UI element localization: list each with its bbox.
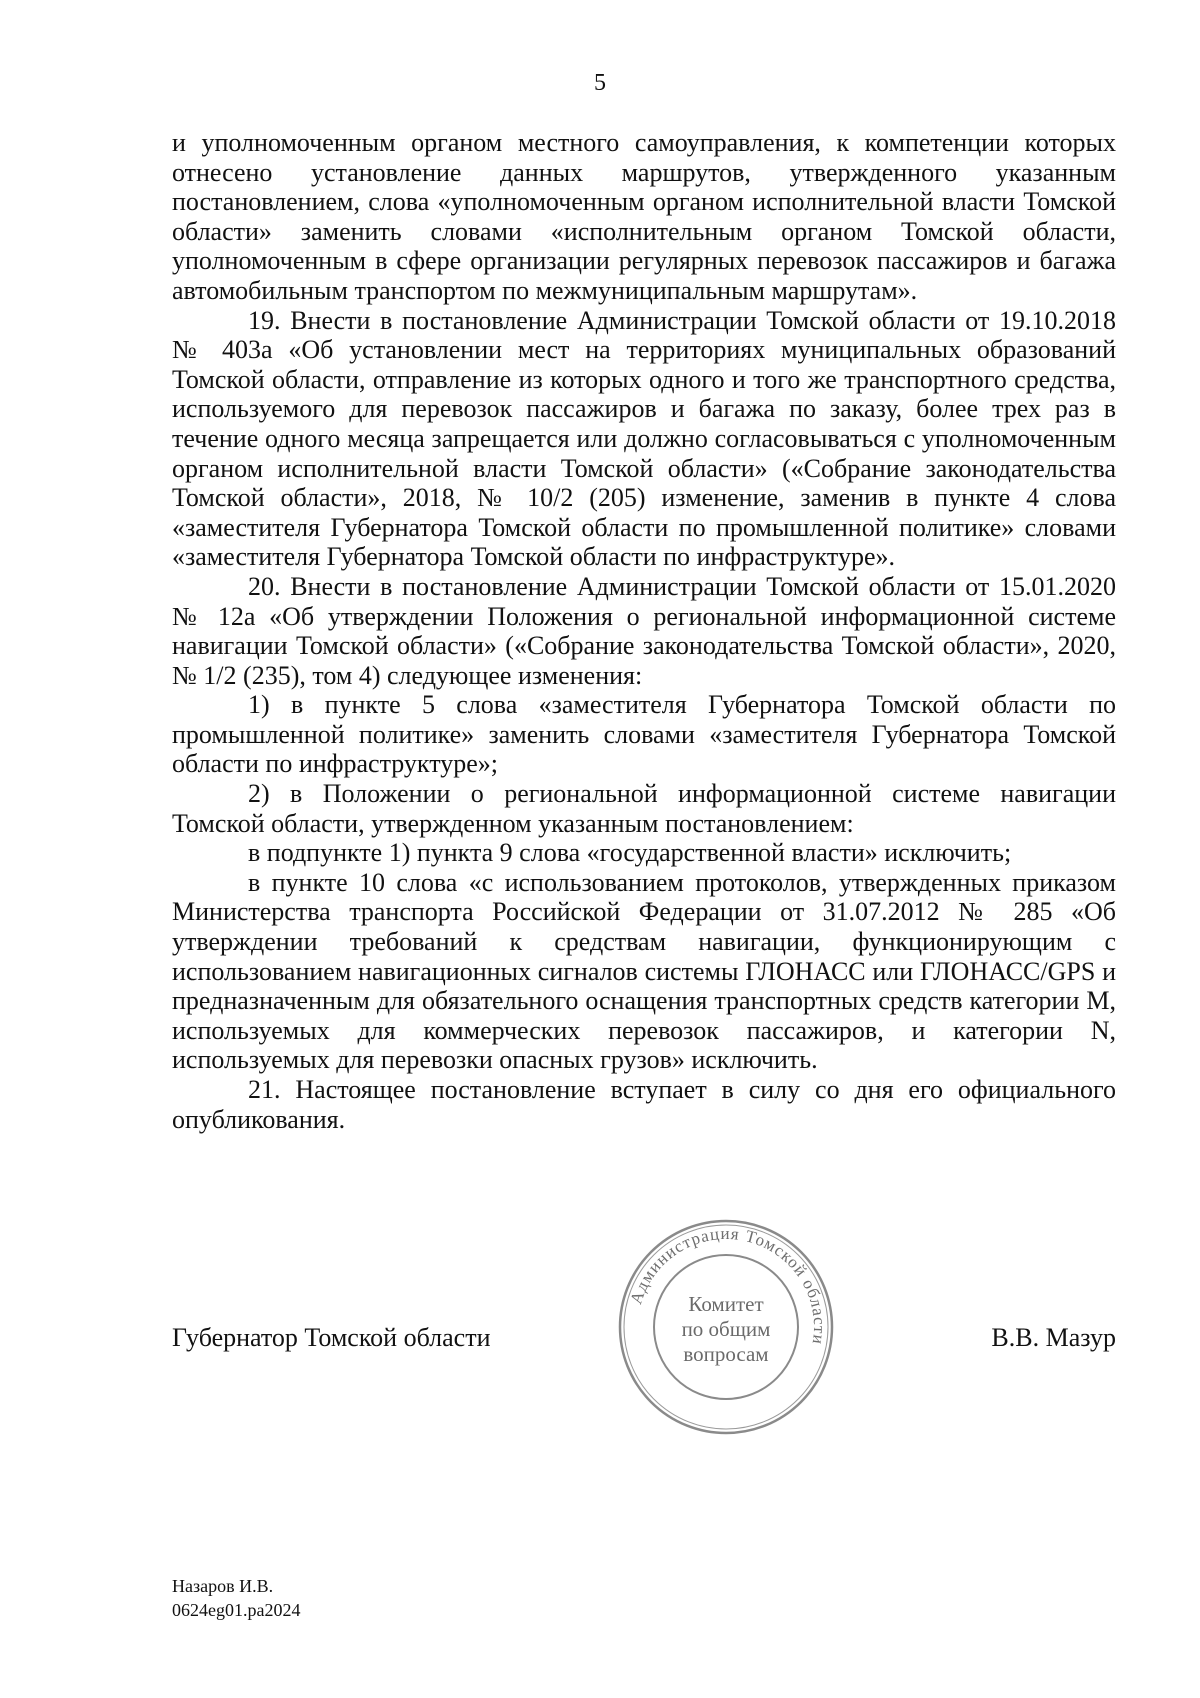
- signatory-position: Губернатор Томской области: [172, 1323, 491, 1352]
- document-code: 0624eg01.pa2024: [172, 1600, 301, 1620]
- paragraph-continuation: и уполномоченным органом местного самоуправления, к компетенции которых отнесено установление данных маршрутов, утвержденного указанным постановлением, слова «уполномоченным органом исполнительной власти Томской области» заменить словами «исполнительным органом Томской области, уполномоченным в сфере организации регулярных перевозок пассажиров и багажа автомобильным транспортом по межмуниципальным маршрутам».: [172, 128, 1116, 305]
- document-body: [172, 128, 1116, 1134]
- paragraph-subpoint-9: в подпункте 1) пункта 9 слова «государственной власти» исключить;: [248, 838, 1012, 868]
- paragraph-subpoint-10: в пункте 10 слова «с использованием протоколов, утвержденных приказом Министерства транспорта Российской Федерации от 31.07.2012 № 285 «Об утверждении требований к средствам навигации, функционирующим с использованием навигационных сигналов системы ГЛОНАСС или ГЛОНАСС/GPS и предназначенным для обязательного оснащения транспортных средств категории M, используемых для коммерческих перевозок пассажиров, и категории N, используемых для перевозки опасных грузов» исключить.: [172, 867, 1116, 1075]
- executor-name: Назаров И.В.: [172, 1576, 274, 1596]
- paragraph-item-19: 19. Внести в постановление Администрации Томской области от 19.10.2018 № 403а «Об установлении мест на территориях муниципальных образований Томской области, отправление из которых одного и того же транспортного средства, используемого для перевозок пассажиров и багажа по заказу, более трех раз в течение одного месяца запрещается или должно согласовываться с уполномоченным органом исполнительной власти Томской области» («Собрание законодательства Томской области», 2018, № 10/2 (205) изменение, заменив в пункте 4 слова «заместителя Губернатора Томской области по промышленной политике» словами «заместителя Губернатора Томской области по инфраструктуре».: [172, 305, 1116, 572]
- stamp-line-3: вопросам: [683, 1342, 769, 1366]
- signatory-name: В.В. Мазур: [991, 1323, 1116, 1352]
- paragraph-item-20: 20. Внести в постановление Администрации Томской области от 15.01.2020 № 12а «Об утверждении Положения о региональной информационной системе навигации Томской области» («Собрание законодательства Томской области», 2020, № 1/2 (235), том 4) следующее изменения:: [172, 571, 1116, 690]
- paragraph-subitem-1: 1) в пункте 5 слова «заместителя Губернатора Томской области по промышленной политике» заменить словами «заместителя Губернатора Томской области по инфраструктуре»;: [172, 690, 1116, 779]
- stamp-outer-text: Администрация Томской области: [626, 1223, 830, 1347]
- stamp-line-1: Комитет: [688, 1292, 764, 1316]
- stamp-line-2: по общим: [681, 1317, 771, 1341]
- executor-info: [172, 1574, 300, 1622]
- page-number: 5: [594, 70, 606, 96]
- official-stamp: [616, 1217, 836, 1437]
- paragraph-subitem-2: 2) в Положении о региональной информационной системе навигации Томской области, утвержденном указанным постановлением:: [172, 779, 1116, 838]
- paragraph-item-21: 21. Настоящее постановление вступает в силу со дня его официального опубликования.: [172, 1075, 1116, 1134]
